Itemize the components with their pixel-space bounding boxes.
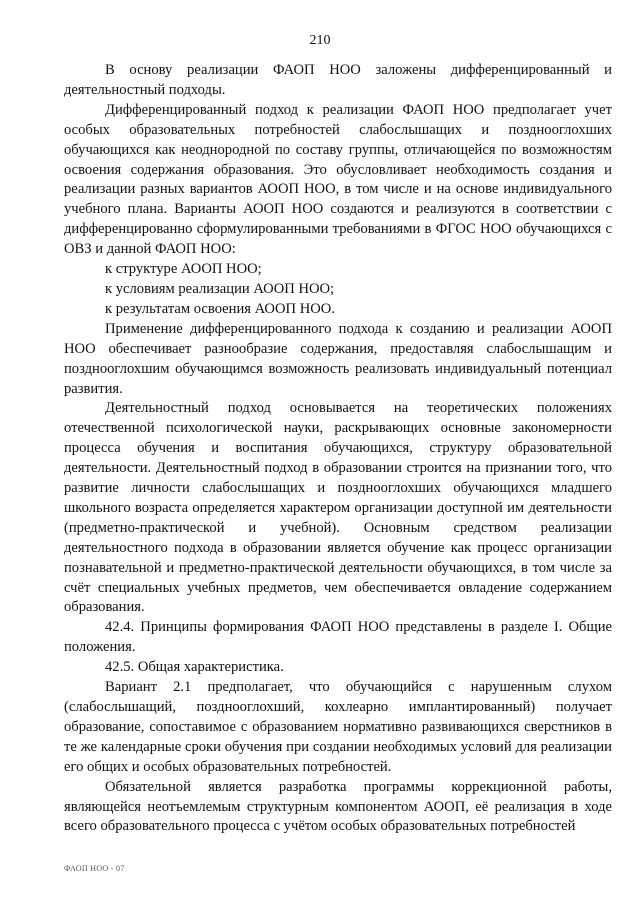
list-item: к структуре АООП НОО; xyxy=(105,261,262,278)
page-number: 210 xyxy=(309,33,331,48)
paragraph: В основу реализации ФАОП НОО заложены дифференцированный и деятельностный подходы. xyxy=(64,62,612,98)
list-item: к условиям реализации АООП НОО; xyxy=(105,280,335,297)
paragraph: Обязательной является разработка программы коррекционной работы, являющейся неотъемлемым структурным компонентом АООП, её реализация в ходе всего образовательного процесса с учётом особых образовательных потребностей xyxy=(64,778,612,835)
paragraph: Применение дифференцированного подхода к созданию и реализации АООП НОО обеспечивает разнообразие содержания, предоставляя слабослышащим и позднооглохшим обучающимся возможность реализовать индивидуальный потенциал развития. xyxy=(64,320,612,397)
footer-code: ФАОП НОО - 07 xyxy=(64,864,125,873)
list-item: к результатам освоения АООП НОО. xyxy=(105,300,335,317)
paragraph: Деятельностный подход основывается на теоретических положениях отечественной психологической науки, раскрывающих основные закономерности процесса обучения и воспитания обучающихся, структуру образовательной деятельности. Деятельностный подход в образовании строится на признании того, что развитие личности слабослышащих и позднооглохших обучающихся младшего школьного возраста определяется характером организации доступной им деятельности (предметно-практической и учебной). Основным средством реализации деятельностного подхода в образовании является обучение как процесс организации познавательной и предметно-практической деятельности обучающихся, в том числе за счёт специальных учебных предметов, чем обеспечивается овладение содержанием образования. xyxy=(64,400,612,616)
section-heading: 42.5. Общая характеристика. xyxy=(105,659,284,676)
body-text xyxy=(64,61,612,837)
section-paragraph: 42.4. Принципы формирования ФАОП НОО представлены в разделе I. Общие положения. xyxy=(64,619,612,656)
paragraph: Дифференцированный подход к реализации ФАОП НОО предполагает учет особых образовательных потребностей слабослышащих и позднооглохших обучающихся как неоднородной по составу группы, отличающейся по возможностям освоения содержания образования. Это обусловливает необходимость создания и реализации разных вариантов АООП НОО, в том числе и на основе индивидуального учебного плана. Варианты АООП НОО создаются и реализуются в соответствии с дифференцированно сформулированными требованиями в ФГОС НОО обучающихся с ОВЗ и данной ФАОП НОО: xyxy=(64,101,612,258)
paragraph: Вариант 2.1 предполагает, что обучающийся с нарушенным слухом (слабослышащий, позднооглохший, кохлеарно имплантированный) получает образование, сопоставимое с образованием нормативно развивающихся сверстников в те же календарные сроки обучения при создании необходимых условий для реализации его общих и особых образовательных потребностей. xyxy=(64,679,612,775)
